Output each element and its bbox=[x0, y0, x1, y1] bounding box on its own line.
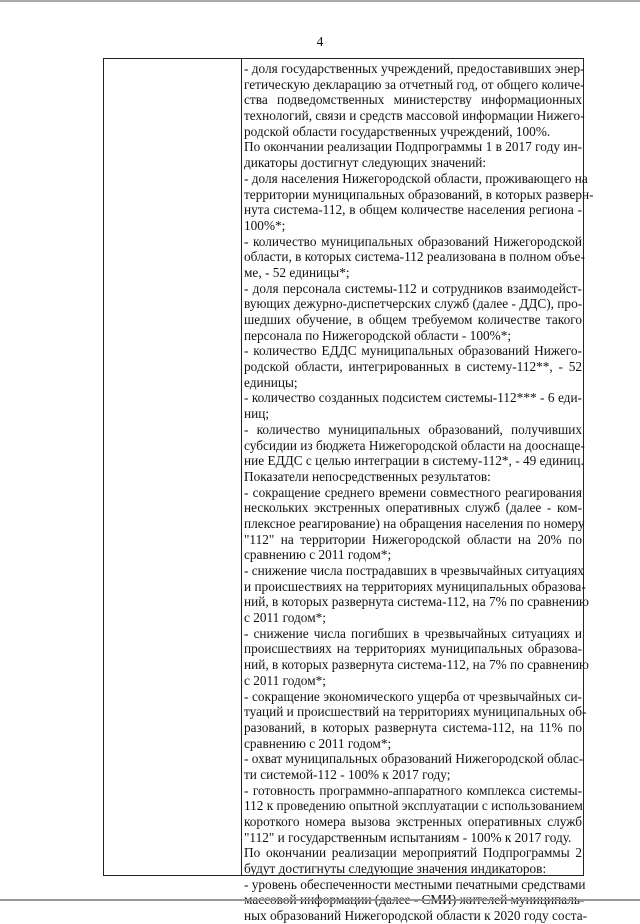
text-line: единицы; bbox=[244, 374, 298, 390]
text-line: ниц; bbox=[244, 406, 270, 422]
text-line: - доля населения Нижегородской области, проживающего на bbox=[244, 170, 588, 186]
text-line: - сокращение экономического ущерба от чрезвычайных си- bbox=[244, 688, 582, 704]
text-line: происшествиях на территориях муниципальных образова- bbox=[244, 641, 582, 657]
text-line: ний, в которых развернута система-112, на 7% по сравнению bbox=[244, 594, 589, 610]
text-line: туаций и происшествий на территориях муниципальных об- bbox=[244, 704, 587, 720]
text-line: ных образований Нижегородской области к 2020 году соста- bbox=[244, 908, 588, 924]
text-line: родской области государственных учреждений, 100%. bbox=[244, 123, 551, 139]
text-line: - количество муниципальных образований Нижегородской bbox=[244, 233, 582, 249]
text-line: субсидии из бюджета Нижегородской области на дооснаще- bbox=[244, 437, 585, 453]
text-line: будут достигнуты следующие значения индикаторов: bbox=[244, 861, 547, 877]
text-line: - готовность программно-аппаратного комплекса системы- bbox=[244, 782, 582, 798]
table-left-column bbox=[104, 59, 242, 875]
text-line: Показатели непосредственных результатов: bbox=[244, 468, 491, 484]
text-line: - количество созданных подсистем системы-112*** - 6 еди- bbox=[244, 390, 582, 406]
text-line: - снижение числа погибших в чрезвычайных ситуациях и bbox=[244, 625, 582, 641]
text-line: 100%*; bbox=[244, 217, 286, 233]
text-line: 112 к проведению опытной эксплуатации с использованием bbox=[244, 798, 583, 814]
text-line: шедших обучение, в общем требуемом количестве такого bbox=[244, 312, 582, 327]
text-line: нута система-112, в общем количестве населения региона - bbox=[244, 202, 582, 218]
text-line: территории муниципальных образований, в которых разверн- bbox=[244, 186, 594, 202]
text-line: сравнению с 2011 годом*; bbox=[244, 547, 392, 563]
text-line: сравнению с 2011 годом*; bbox=[244, 735, 392, 751]
text-line: ние ЕДДС с целью интеграции в систему-112*, - 49 единиц. bbox=[244, 453, 584, 469]
text-line: По окончании реализации Подпрограммы 1 в 2017 году ин- bbox=[244, 139, 582, 155]
text-line: разований, в которых развернута система-112, на 11% по bbox=[244, 719, 582, 735]
text-line: массовой информации (далее - СМИ) жителей муниципаль- bbox=[244, 892, 585, 908]
text-line: гетическую декларацию за отчетный год, от общего количе- bbox=[244, 76, 585, 92]
text-line: - уровень обеспеченности местными печатными средствами bbox=[244, 876, 586, 892]
text-line: ний, в которых развернута система-112, на 7% по сравнению bbox=[244, 657, 589, 673]
text-line: с 2011 годом*; bbox=[244, 610, 326, 626]
page-number: 4 bbox=[316, 34, 324, 49]
text-line: - сокращение среднего времени совместного реагирования bbox=[244, 484, 582, 500]
text-line: технологий, связи и средств массовой информации Нижего- bbox=[244, 108, 585, 124]
text-line: - количество ЕДДС муниципальных образований Нижего- bbox=[244, 343, 582, 359]
text-line: - доля государственных учреждений, предоставивших энер- bbox=[244, 61, 585, 76]
text-line: - охват муниципальных образований Нижегородской облас- bbox=[244, 751, 584, 767]
scan-edge-bottom bbox=[0, 895, 640, 901]
text-line: - количество муниципальных образований, получивших bbox=[244, 421, 582, 437]
text-line: вующих дежурно-диспетчерских служб (далее - ДДС), про- bbox=[244, 296, 583, 312]
text-line: нескольких экстренных оперативных служб (далее - ком- bbox=[244, 500, 582, 516]
text-line: плексное реагирование) на обращения населения по номеру bbox=[244, 515, 585, 531]
text-line: - снижение числа пострадавших в чрезвычайных ситуациях bbox=[244, 563, 584, 578]
text-line: дикаторы достигнут следующих значений: bbox=[244, 155, 487, 171]
text-line: - доля персонала системы-112 и сотрудников взаимодейст- bbox=[244, 280, 582, 296]
text-line: ме, - 52 единицы*; bbox=[244, 264, 350, 280]
text-line: короткого номера вызова экстренных оперативных служб bbox=[244, 814, 582, 829]
text-line: персонала по Нижегородской области - 100%*; bbox=[244, 327, 512, 343]
text-line: "112" и государственным испытаниям - 100% к 2017 году. bbox=[244, 829, 572, 845]
text-line: с 2011 годом*; bbox=[244, 672, 326, 688]
text-line: области, в которых система-112 реализована в полном объе- bbox=[244, 249, 585, 265]
text-line: ти системой-112 - 100% к 2017 году; bbox=[244, 766, 451, 782]
text-line: и происшествиях на территориях муниципальных образова- bbox=[244, 578, 586, 594]
text-line: ства подведомственных министерству информационных bbox=[244, 92, 582, 108]
document-table bbox=[103, 58, 594, 924]
text-line: "112" на территории Нижегородской области на 20% по bbox=[244, 531, 582, 547]
table-right-column-text bbox=[244, 61, 594, 924]
text-line: родской области, интегрированных в систему-112**, - 52 bbox=[244, 359, 582, 375]
scan-edge-top bbox=[0, 0, 640, 8]
text-line: По окончании реализации мероприятий Подпрограммы 2 bbox=[244, 845, 582, 861]
